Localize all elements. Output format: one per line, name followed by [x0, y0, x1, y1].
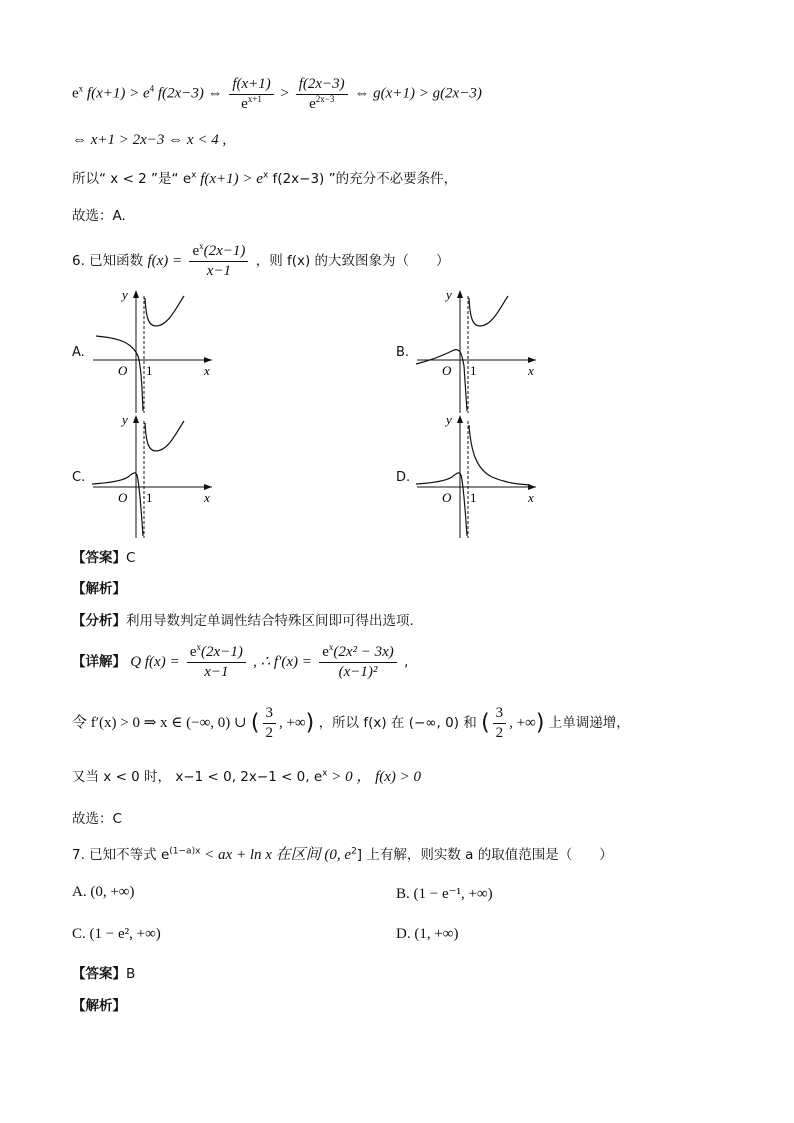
q6-num-rest: (2x−1) — [203, 243, 246, 259]
youdang-a: 又当 x < 0 时， x−1 < 0, 2x−1 < 0, e — [72, 769, 323, 785]
q7-a: 7. 已知不等式 e — [72, 847, 170, 863]
y-label: y — [122, 287, 128, 302]
paren-close-1: ) — [305, 710, 315, 736]
q6-suffix: ，则 f(x) 的大致图象为（ ） — [255, 253, 450, 269]
answer-6-value: C — [126, 550, 136, 566]
fraction-1-den-sup: x+1 — [247, 93, 262, 104]
origin-label: O — [442, 363, 452, 378]
q7-a-sup: (1−a)x — [169, 846, 201, 857]
fenxi-text: 利用导数判定单调性结合特殊区间即可得出选项. — [126, 613, 414, 629]
xiangjie-num2-rest: (2x² − 3x) — [333, 644, 394, 660]
y-label: y — [446, 287, 452, 302]
xiangjie-q: Q f(x) = — [130, 654, 180, 670]
y-axis-arrow — [133, 415, 139, 423]
question-7 — [72, 843, 613, 864]
ling-a: 令 f′(x) > 0 ⇒ x ∈ (−∞, 0) ∪ — [72, 715, 247, 731]
chain-part2-sup: 4 — [149, 83, 155, 94]
curve-right — [469, 425, 530, 485]
paren-open-1: ( — [250, 710, 260, 736]
ling-d: , +∞ — [509, 715, 536, 731]
graph-label-c: C. — [72, 470, 86, 485]
xiangjie-tag: 【详解】 — [72, 654, 126, 670]
inequality-line: ⇔ x+1 > 2x−3 ⇔ x < 4 , — [72, 132, 227, 148]
curve-right — [145, 296, 184, 326]
chain-part1-sup: x — [78, 83, 84, 94]
conclusion-a-sup: x — [191, 170, 197, 181]
q6-num: e — [192, 243, 200, 259]
graph-a — [88, 286, 218, 414]
graph-c — [88, 411, 218, 539]
one-label: 1 — [470, 490, 477, 505]
ling-e: 上单调递增， — [548, 715, 630, 731]
q6-num-sup: x — [199, 241, 204, 251]
fenxi-line — [72, 609, 414, 629]
fraction-2 — [296, 76, 348, 112]
fraction-2-den-sup: 2x−3 — [315, 93, 335, 104]
one-label: 1 — [146, 490, 153, 505]
answer-6-tag: 【答案】 — [72, 550, 126, 566]
xiangjie-num2-sup: x — [328, 642, 334, 652]
xiangjie-line — [72, 644, 408, 680]
x-label: x — [528, 490, 534, 505]
youdang-sup: x — [322, 768, 328, 779]
ling-frac-1 — [263, 705, 277, 741]
y-axis-arrow — [457, 415, 463, 423]
analysis-6-heading: 【解析】 — [72, 581, 126, 597]
y-label: y — [122, 412, 128, 427]
graph-label-a: A. — [72, 345, 85, 360]
graph-b — [412, 286, 542, 414]
ling-frac-2-num: 3 — [493, 705, 507, 724]
xiangjie-frac1 — [187, 644, 246, 680]
chain-part1: e — [72, 85, 79, 102]
q7-b: < ax + ln x 在区间 (0, e — [200, 847, 352, 863]
xiangjie-num: e — [189, 644, 197, 660]
chain-part2: f(x+1) > e — [86, 85, 150, 102]
q6-fx: f(x) = — [147, 253, 183, 269]
curve-right — [145, 421, 184, 451]
fraction-2-num: f(2x−3) — [296, 76, 348, 95]
chain-gt: > — [280, 85, 289, 102]
fraction-1 — [229, 76, 273, 112]
xiangjie-mid: , ∴ f′(x) = — [253, 654, 312, 670]
q7-option-b: B. (1 − e⁻¹, +∞) — [396, 886, 493, 902]
choice-a-line: 故选：A. — [72, 208, 126, 224]
chain-part3: f(2x−3) ⇔ — [157, 85, 223, 102]
ling-frac-2-den: 2 — [495, 724, 504, 741]
x-label: x — [528, 363, 534, 378]
xiangjie-den: x−1 — [204, 663, 229, 680]
conclusion-c: f(2x−3) ”的充分不必要条件， — [268, 171, 458, 187]
answer-7 — [72, 962, 135, 982]
fraction-2-den: e — [309, 95, 316, 112]
ling-line — [72, 705, 630, 741]
xiangjie-num-rest: (2x−1) — [201, 644, 243, 660]
conclusion-line — [72, 167, 457, 188]
curve-left — [416, 350, 467, 411]
curve-right — [469, 296, 508, 326]
ling-c: ，所以 f(x) 在 (−∞, 0) 和 — [318, 715, 477, 731]
youdang-line — [72, 765, 421, 786]
conclusion-b: f(x+1) > e — [196, 171, 263, 187]
q6-den: x−1 — [206, 262, 232, 279]
conclusion-a: 所以“ x < 2 ”是“ e — [72, 171, 192, 187]
ling-b: , +∞ — [279, 715, 306, 731]
conclusion-b-sup: x — [262, 170, 269, 181]
q7-option-a: A. (0, +∞) — [72, 884, 135, 900]
analysis-7-heading: 【解析】 — [72, 998, 126, 1014]
one-label: 1 — [470, 363, 477, 378]
choice-c-line: 故选：C — [72, 811, 122, 827]
xiangjie-den2: (x−1)² — [338, 663, 378, 680]
ling-frac-1-num: 3 — [263, 705, 277, 724]
xiangjie-end: , — [404, 654, 409, 670]
graph-d — [412, 411, 542, 539]
answer-7-tag: 【答案】 — [72, 966, 126, 982]
paren-open-2: ( — [481, 710, 490, 736]
ling-frac-2 — [493, 705, 507, 741]
x-label: x — [204, 363, 210, 378]
q7-option-d: D. (1, +∞) — [396, 926, 459, 942]
graph-label-d: D. — [396, 470, 411, 485]
paren-close-2: ) — [535, 710, 545, 736]
graph-label-b: B. — [396, 345, 410, 360]
q6-fraction — [189, 243, 248, 279]
chain-tail: ⇔ g(x+1) > g(2x−3) — [354, 85, 482, 102]
q6-prefix: 6. 已知函数 — [72, 253, 144, 269]
question-6 — [72, 243, 450, 279]
xiangjie-num-sup: x — [196, 642, 202, 652]
equivalence-chain — [72, 76, 482, 112]
origin-label: O — [118, 363, 128, 378]
xiangjie-num2: e — [322, 644, 329, 660]
ling-frac-1-den: 2 — [265, 724, 274, 741]
q7-b-sup: 2 — [351, 846, 357, 857]
answer-6 — [72, 546, 135, 566]
y-axis-arrow — [133, 290, 139, 298]
y-label: y — [446, 412, 452, 427]
fenxi-tag: 【分析】 — [72, 613, 126, 629]
one-label: 1 — [146, 363, 153, 378]
fraction-1-num: f(x+1) — [229, 76, 273, 95]
origin-label: O — [442, 490, 452, 505]
origin-label: O — [118, 490, 128, 505]
answer-7-value: B — [126, 966, 136, 982]
x-label: x — [204, 490, 210, 505]
q7-option-c: C. (1 − e², +∞) — [72, 926, 161, 942]
y-axis-arrow — [457, 290, 463, 298]
fraction-1-den: e — [241, 95, 248, 112]
youdang-rest: > 0 ， f(x) > 0 — [327, 769, 422, 785]
xiangjie-frac2 — [319, 644, 397, 680]
q7-c: ] 上有解，则实数 a 的取值范围是（ ） — [356, 847, 613, 863]
